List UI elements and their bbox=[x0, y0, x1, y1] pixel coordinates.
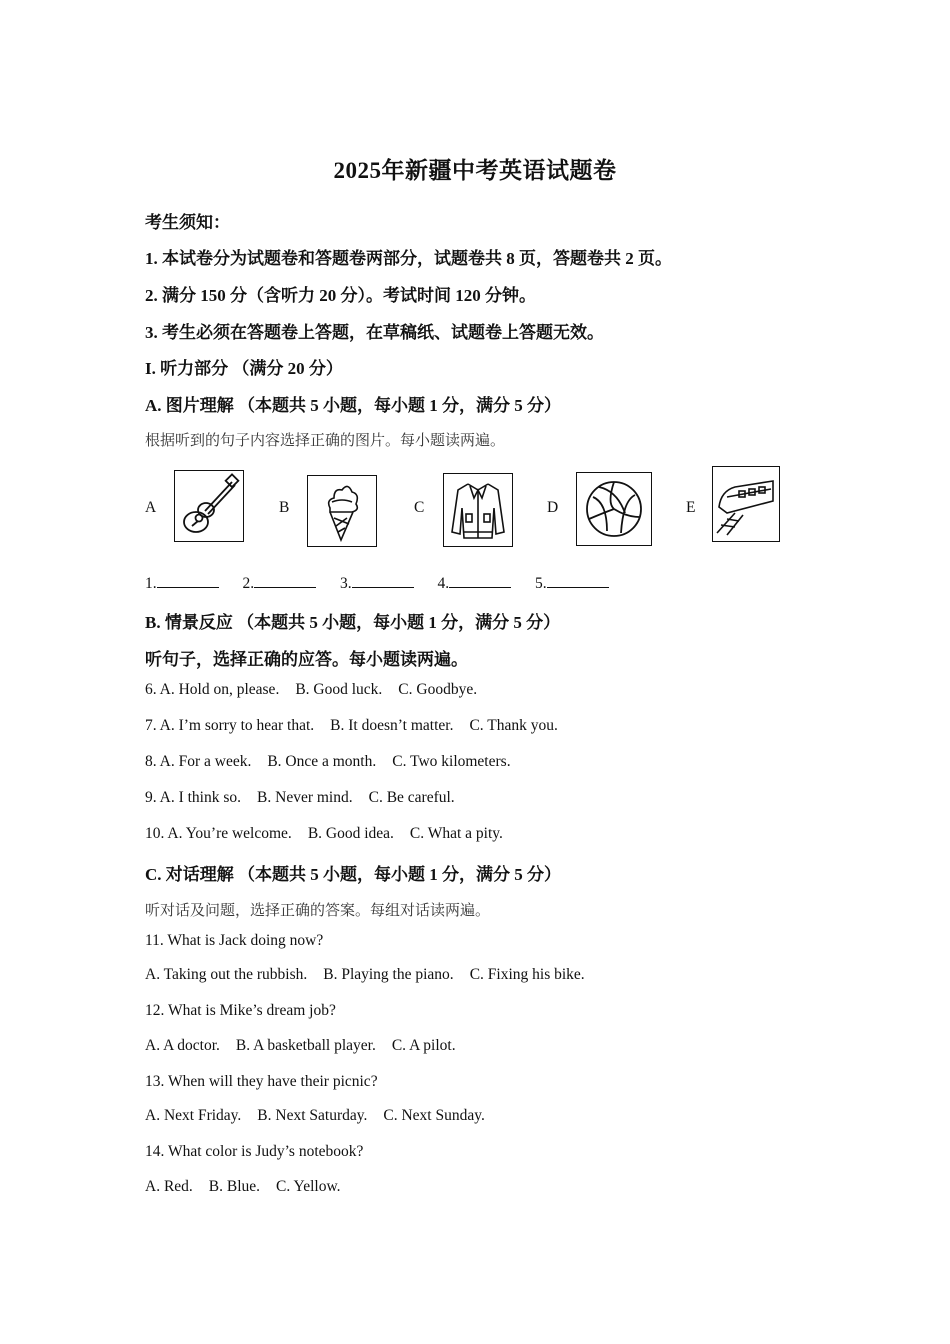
answer-option: C. Next Sunday. bbox=[383, 1107, 485, 1124]
section-c-instruction: 听对话及问题，选择正确的答案。每组对话读两遍。 bbox=[145, 903, 491, 919]
question-11-options bbox=[145, 966, 585, 984]
answer-option: A. A doctor. bbox=[145, 1037, 220, 1054]
answer-blank[interactable]: 3. bbox=[340, 573, 414, 593]
picture-letter: D bbox=[547, 499, 559, 516]
question-14-text: 14. What color is Judy’s notebook? bbox=[145, 1143, 364, 1160]
notice-item-1: 1. 本试卷分为试题卷和答题卷两部分，试题卷共 8 页，答题卷共 2 页。 bbox=[145, 249, 672, 268]
question-13-options bbox=[145, 1107, 485, 1125]
section-a-instruction: 根据听到的句子内容选择正确的图片。每小题读两遍。 bbox=[145, 433, 506, 449]
exam-title: 2025年新疆中考英语试题卷 bbox=[333, 158, 617, 183]
jacket-icon bbox=[443, 473, 513, 547]
question-9 bbox=[145, 789, 455, 807]
answer-option: A. Next Friday. bbox=[145, 1107, 242, 1124]
answer-option: C. Yellow. bbox=[276, 1178, 341, 1195]
part1-heading: I. 听力部分 （满分 20 分） bbox=[145, 359, 343, 378]
answer-option: B. It doesn’t matter. bbox=[330, 717, 454, 734]
question-6 bbox=[145, 681, 477, 699]
question-12-text: 12. What is Mike’s dream job? bbox=[145, 1002, 336, 1019]
volleyball-icon bbox=[576, 472, 652, 546]
answer-option: B. Good idea. bbox=[307, 825, 394, 842]
answer-blank[interactable]: 5. bbox=[535, 573, 609, 593]
answer-option: A. Red. bbox=[145, 1178, 193, 1195]
section-a-heading: A. 图片理解 （本题共 5 小题，每小题 1 分，满分 5 分） bbox=[145, 396, 562, 415]
notice-item-3: 3. 考生必须在答题卷上答题，在草稿纸、试题卷上答题无效。 bbox=[145, 323, 604, 342]
answer-option: C. Be careful. bbox=[368, 789, 455, 806]
answer-option: B. Blue. bbox=[208, 1178, 261, 1195]
answer-option: C. Goodbye. bbox=[398, 681, 478, 698]
answer-blank[interactable]: 4. bbox=[438, 573, 512, 593]
answer-option: C. Two kilometers. bbox=[392, 753, 511, 770]
question-14-options bbox=[145, 1178, 341, 1196]
picture-letter: E bbox=[686, 499, 696, 516]
answer-option: B. Good luck. bbox=[295, 681, 383, 698]
answer-option: B. Once a month. bbox=[267, 753, 377, 770]
guitar-icon bbox=[174, 470, 244, 542]
answer-option: A. Taking out the rubbish. bbox=[145, 966, 308, 983]
answer-blank[interactable]: 2. bbox=[243, 573, 317, 593]
answer-option: B. Playing the piano. bbox=[323, 966, 454, 983]
answer-option: 10. A. You’re welcome. bbox=[145, 825, 292, 842]
answer-option: B. Never mind. bbox=[257, 789, 353, 806]
answer-option: C. A pilot. bbox=[391, 1037, 456, 1054]
question-12-options bbox=[145, 1037, 456, 1055]
answer-option: 9. A. I think so. bbox=[145, 789, 242, 806]
answer-option: C. Thank you. bbox=[469, 717, 558, 734]
answer-option: 7. A. I’m sorry to hear that. bbox=[145, 717, 315, 734]
picture-options-row bbox=[145, 466, 805, 552]
notice-item-2: 2. 满分 150 分（含听力 20 分）。考试时间 120 分钟。 bbox=[145, 286, 536, 305]
picture-letter: B bbox=[279, 499, 290, 516]
picture-letter: C bbox=[414, 499, 425, 516]
question-10 bbox=[145, 825, 503, 843]
answer-blank[interactable]: 1. bbox=[145, 573, 219, 593]
answer-option: B. A basketball player. bbox=[235, 1037, 376, 1054]
question-8 bbox=[145, 753, 511, 771]
section-b-heading: B. 情景反应 （本题共 5 小题，每小题 1 分，满分 5 分） bbox=[145, 613, 561, 632]
train-icon bbox=[712, 466, 780, 542]
answer-option: C. Fixing his bike. bbox=[469, 966, 585, 983]
notice-heading: 考生须知： bbox=[145, 213, 230, 232]
question-13-text: 13. When will they have their picnic? bbox=[145, 1073, 378, 1090]
answer-option: 8. A. For a week. bbox=[145, 753, 252, 770]
answer-option: B. Next Saturday. bbox=[257, 1107, 368, 1124]
question-11-text: 11. What is Jack doing now? bbox=[145, 932, 324, 949]
section-c-heading: C. 对话理解 （本题共 5 小题，每小题 1 分，满分 5 分） bbox=[145, 865, 562, 884]
answer-blanks bbox=[145, 573, 629, 593]
ice-cream-icon bbox=[307, 475, 377, 547]
section-b-instruction: 听句子，选择正确的应答。每小题读两遍。 bbox=[145, 650, 468, 669]
question-7 bbox=[145, 717, 558, 735]
picture-letter: A bbox=[145, 499, 157, 516]
answer-option: 6. A. Hold on, please. bbox=[145, 681, 280, 698]
answer-option: C. What a pity. bbox=[409, 825, 503, 842]
